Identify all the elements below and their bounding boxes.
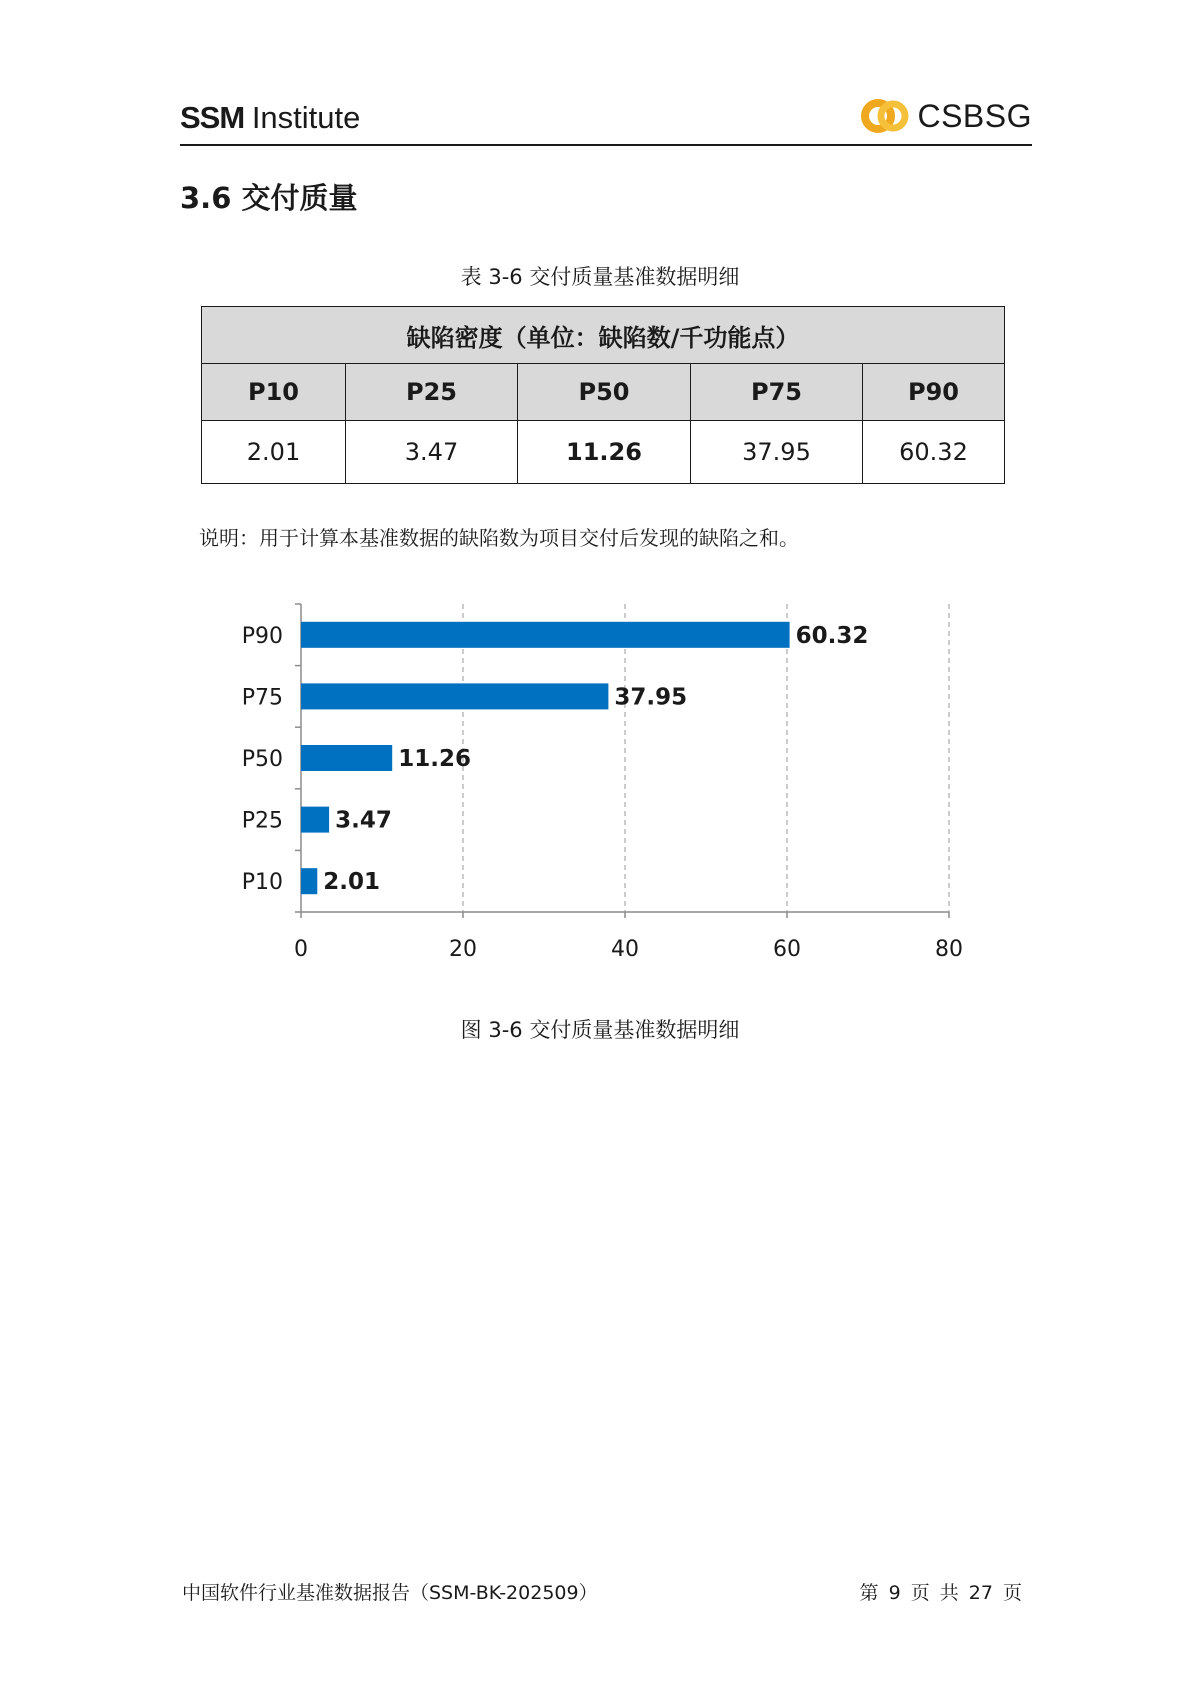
page-header — [180, 92, 1032, 146]
defect-density-bar-chart — [220, 590, 980, 970]
csbsg-ring-logo-icon — [861, 96, 911, 136]
table-caption: 表 3-6 交付质量基准数据明细 — [460, 265, 740, 289]
csbsg-logo — [861, 94, 1032, 138]
data-label: 60.32 — [795, 622, 869, 649]
figure-caption: 图 3-6 交付质量基准数据明细 — [460, 1018, 740, 1042]
bar — [301, 683, 608, 709]
table-cell: 60.32 — [863, 421, 1005, 484]
y-tick-label: P75 — [241, 685, 283, 711]
y-tick-label: P25 — [241, 808, 283, 834]
column-header: P25 — [346, 364, 518, 421]
data-label: 37.95 — [614, 684, 688, 711]
bar — [301, 807, 329, 833]
y-tick-label: P10 — [241, 870, 283, 896]
data-label: 2.01 — [323, 869, 381, 896]
table-cell: 2.01 — [202, 421, 346, 484]
csbsg-logo-text: CSBSG — [917, 97, 1032, 134]
x-tick-label: 80 — [935, 937, 963, 962]
y-tick-label: P50 — [241, 747, 283, 772]
ssm-logo-text: Institute — [251, 100, 361, 135]
table-cell: 3.47 — [346, 421, 518, 484]
footer-report-title: 中国软件行业基准数据报告（SSM-BK-202509） — [182, 1582, 598, 1604]
table-note: 说明：用于计算本基准数据的缺陷数为项目交付后发现的缺陷之和。 — [199, 526, 799, 550]
bar — [301, 745, 392, 771]
bar — [301, 622, 790, 648]
footer-page-number: 第 9 页 共 27 页 — [859, 1582, 1022, 1604]
column-header: P10 — [202, 364, 346, 421]
bar — [301, 868, 317, 894]
x-tick-label: 40 — [611, 937, 639, 962]
defect-density-table — [201, 306, 1005, 484]
ssm-logo-mark: SSM — [180, 100, 245, 135]
column-header: P90 — [863, 364, 1005, 421]
table-group-header: 缺陷密度（单位：缺陷数/千功能点） — [202, 307, 1005, 364]
x-tick-label: 60 — [773, 937, 801, 962]
x-tick-label: 20 — [449, 937, 477, 962]
table-cell: 11.26 — [518, 421, 691, 484]
column-header: P75 — [691, 364, 863, 421]
table-cell: 37.95 — [691, 421, 863, 484]
ssm-institute-logo — [180, 100, 360, 136]
column-header: P50 — [518, 364, 691, 421]
x-tick-label: 0 — [294, 937, 308, 962]
y-tick-label: P90 — [241, 623, 283, 649]
data-label: 3.47 — [335, 807, 392, 834]
data-label: 11.26 — [398, 746, 471, 772]
section-title: 3.6 交付质量 — [180, 181, 358, 215]
